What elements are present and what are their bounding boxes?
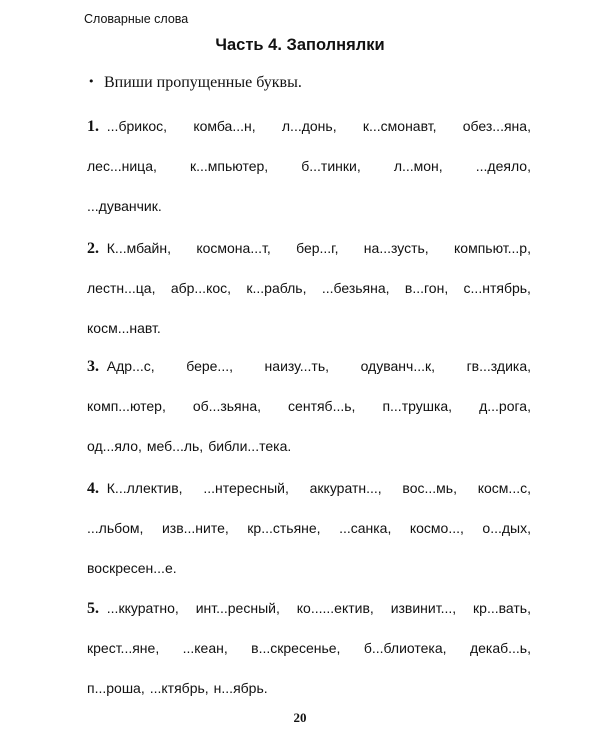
gap-word: об...зьяна, bbox=[192, 398, 262, 414]
exercise-line bbox=[87, 318, 531, 338]
exercise-line bbox=[87, 678, 531, 698]
gap-word: воскресен...е. bbox=[87, 560, 177, 576]
gap-word: п...трушка, bbox=[382, 398, 453, 414]
gap-word: ...деяло, bbox=[475, 158, 531, 174]
gap-word: кр...вать, bbox=[473, 600, 531, 616]
gap-word: ...безьяна, bbox=[321, 280, 390, 296]
exercise-line bbox=[87, 558, 531, 578]
gap-word: б...тинки, bbox=[301, 158, 361, 174]
gap-word: к...смонавт, bbox=[362, 118, 437, 134]
instruction bbox=[88, 74, 302, 92]
gap-word: сентяб...ь, bbox=[288, 398, 356, 414]
exercise-start bbox=[87, 356, 155, 376]
gap-word: библи...тека. bbox=[208, 438, 292, 454]
gap-word: компьют...р, bbox=[454, 240, 531, 256]
gap-word: п...роша, bbox=[87, 680, 145, 696]
gap-word: комп...ютер, bbox=[87, 398, 166, 414]
gap-word: бер...г, bbox=[296, 240, 339, 256]
bullet-icon: • bbox=[88, 75, 95, 88]
gap-word: л...донь, bbox=[281, 118, 337, 134]
gap-word: д...рога, bbox=[479, 398, 531, 414]
exercise-number: 2. bbox=[87, 240, 99, 257]
exercise-start bbox=[87, 238, 171, 258]
gap-word: наизу...ть, bbox=[264, 358, 330, 374]
gap-word: лестн...ца, bbox=[87, 280, 156, 296]
exercise-line bbox=[87, 518, 531, 538]
gap-word: Адр...с, bbox=[106, 358, 155, 374]
exercise-start bbox=[87, 598, 179, 618]
exercise-number: 5. bbox=[87, 600, 99, 617]
gap-word: крест...яне, bbox=[87, 640, 160, 656]
exercise-line bbox=[87, 598, 531, 618]
gap-word: лес...ница, bbox=[87, 158, 157, 174]
gap-word: бере..., bbox=[186, 358, 233, 374]
gap-word: ...брикос, bbox=[106, 118, 168, 134]
gap-word: косм...навт. bbox=[87, 320, 161, 336]
gap-word: косм...с, bbox=[477, 480, 531, 496]
page-title: Часть 4. Заполнялки bbox=[215, 36, 385, 54]
gap-word: ...кеан, bbox=[182, 640, 228, 656]
exercise-number: 1. bbox=[87, 118, 99, 135]
gap-word: л...мон, bbox=[393, 158, 443, 174]
page-number: 20 bbox=[293, 710, 307, 725]
gap-word: абр...кос, bbox=[170, 280, 232, 296]
gap-word: ...льбом, bbox=[87, 520, 144, 536]
exercise-line bbox=[87, 478, 531, 498]
gap-word: на...зусть, bbox=[363, 240, 429, 256]
gap-word: ...ккуратно, bbox=[106, 600, 179, 616]
gap-word: К...мбайн, bbox=[106, 240, 171, 256]
gap-word: к...мпьютер, bbox=[189, 158, 269, 174]
gap-word: меб...ль, bbox=[146, 438, 204, 454]
gap-word: кр...стьяне, bbox=[247, 520, 321, 536]
gap-word: с...нтябрь, bbox=[463, 280, 531, 296]
gap-word: в...скресенье, bbox=[251, 640, 341, 656]
gap-word: одуванч...к, bbox=[360, 358, 436, 374]
exercise-line bbox=[87, 278, 531, 298]
gap-word: ...ктябрь, bbox=[149, 680, 209, 696]
gap-word: космона...т, bbox=[196, 240, 271, 256]
gap-word: инт...ресный, bbox=[195, 600, 280, 616]
gap-word: од...яло, bbox=[87, 438, 142, 454]
exercise-number: 3. bbox=[87, 358, 99, 375]
exercise-start bbox=[87, 116, 167, 136]
gap-word: аккуратн..., bbox=[309, 480, 382, 496]
gap-word: ...дуванчик. bbox=[87, 198, 162, 214]
instruction-text: Впиши пропущенные буквы. bbox=[104, 74, 302, 91]
gap-word: извинит..., bbox=[390, 600, 457, 616]
exercise-line bbox=[87, 156, 531, 176]
gap-word: вос...мь, bbox=[402, 480, 457, 496]
gap-word: ...нтересный, bbox=[203, 480, 289, 496]
gap-word: обез...яна, bbox=[462, 118, 531, 134]
exercise-line bbox=[87, 196, 531, 216]
exercise-number: 4. bbox=[87, 480, 99, 497]
gap-word: о...дых, bbox=[482, 520, 531, 536]
gap-word: ко......ектив, bbox=[296, 600, 374, 616]
exercise-line bbox=[87, 638, 531, 658]
gap-word: к...рабль, bbox=[246, 280, 307, 296]
exercise-line bbox=[87, 436, 531, 456]
exercise-line bbox=[87, 396, 531, 416]
exercise-line bbox=[87, 356, 531, 376]
gap-word: гв...здика, bbox=[466, 358, 531, 374]
exercise-line bbox=[87, 116, 531, 136]
gap-word: изв...ните, bbox=[161, 520, 229, 536]
running-head: Словарные слова bbox=[84, 12, 189, 26]
gap-word: б...блиотека, bbox=[363, 640, 447, 656]
gap-word: н...ябрь. bbox=[213, 680, 268, 696]
gap-word: К...ллектив, bbox=[106, 480, 183, 496]
gap-word: декаб...ь, bbox=[469, 640, 531, 656]
exercise-start bbox=[87, 478, 183, 498]
gap-word: в...гон, bbox=[404, 280, 449, 296]
gap-word: космо..., bbox=[409, 520, 464, 536]
exercise-line bbox=[87, 238, 531, 258]
gap-word: ...санка, bbox=[339, 520, 392, 536]
gap-word: комба...н, bbox=[193, 118, 256, 134]
